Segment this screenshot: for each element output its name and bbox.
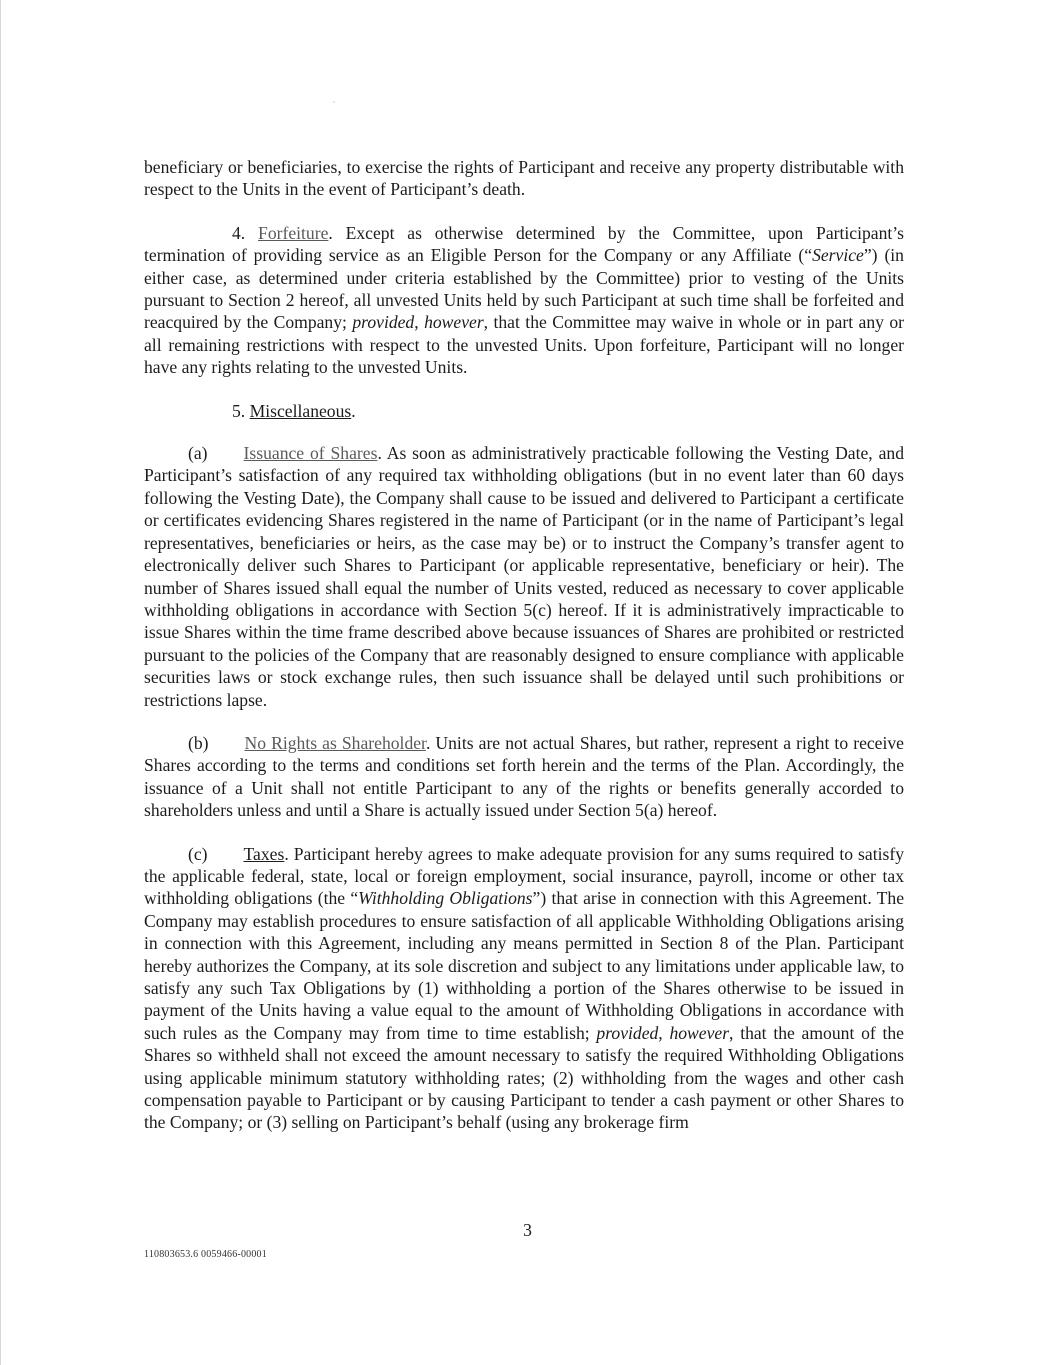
section-5-period: . xyxy=(351,400,356,421)
section-4-text-1: . Except as otherwise determined by the Committee, upon Participant’s termination of providing service as an Eligible Person for the Company or any Affiliate (“ xyxy=(144,222,904,266)
section-5-heading: Miscellaneous xyxy=(249,400,352,421)
subsection-c-proviso: provided, however xyxy=(596,1022,730,1043)
page-number: 3 xyxy=(523,1220,532,1240)
scan-speck xyxy=(333,101,335,103)
continuation-paragraph xyxy=(144,156,904,201)
continuation-text: beneficiary or beneficiaries, to exercise the rights of Participant and receive any property distributable with respect to the Units in the event of Participant’s death. xyxy=(144,157,904,200)
subsection-b-no-rights xyxy=(144,732,904,822)
subsection-a-label: (a) xyxy=(188,443,208,464)
subsection-b-text: . Units are not actual Shares, but rather, represent a right to receive Shares according to the terms and conditions set forth herein and the terms of the Plan. Accordingly, the issuance of a Unit shall not entitle Participant to any of the rights or benefits generally accorded to shareholders unless and until a Share is actually issued under Section 5(a) hereof. xyxy=(144,732,904,821)
subsection-c-taxes xyxy=(144,843,904,1134)
section-4-text-2: ”) (in either case, as determined under criteria established by the Committee) prior to vesting of the Units pursuant to Section 2 hereof, all unvested Units held by such Participant at such time shall be forfeited and reacquired by the Company; xyxy=(144,245,904,333)
document-id: 110803653.6 0059466-00001 xyxy=(144,1249,267,1260)
subsection-a-issuance xyxy=(144,442,904,711)
subsection-c-text-2: ”) that arise in connection with this Agreement. The Company may establish procedures to ensure satisfaction of all applicable Withholding Obligations arising in connection with this Agreement, including any means permitted in Section 8 of the Plan. Participant hereby authorizes the Company, at its sole discretion and subject to any limitations under applicable law, to satisfy any such Tax Obligations by (1) withholding a portion of the Shares otherwise to be issued in payment of the Units having a value equal to the amount of Withholding Obligations in accordance with such rules as the Company may from time to time establish; xyxy=(144,888,905,1043)
section-4-provided: provided xyxy=(352,312,415,333)
section-5-miscellaneous xyxy=(144,400,904,422)
section-4-defined-term: Service xyxy=(812,245,864,266)
subsection-c-label: (c) xyxy=(188,843,208,864)
section-4-number: 4. xyxy=(232,222,246,243)
document-body xyxy=(144,156,904,1155)
subsection-c-defined-term: Withholding Obligations xyxy=(358,888,533,909)
subsection-b-label: (b) xyxy=(188,732,209,753)
subsection-a-heading: Issuance of Shares xyxy=(243,443,378,464)
scan-edge xyxy=(0,0,1,1365)
subsection-b-heading: No Rights as Shareholder xyxy=(244,732,426,753)
section-5-number: 5. xyxy=(232,400,246,421)
section-4-however: however xyxy=(424,312,484,333)
subsection-c-text-3: , that the amount of the Shares so withheld shall not exceed the amount necessary to satisfy the required Withholding Obligations using applicable minimum statutory withholding rates; (2) withholding from the wages and other cash compensation payable to Participant or by causing Participant to tender a cash payment or other Shares to the Company; or (3) selling on Participant’s behalf (using any brokerage firm xyxy=(144,1022,904,1133)
section-4-comma: , xyxy=(414,312,425,333)
subsection-c-heading: Taxes xyxy=(243,843,285,864)
subsection-a-text: . As soon as administratively practicable following the Vesting Date, and Participant’s satisfaction of any required tax withholding obligations (but in no event later than 60 days following the Vesting Date), the Company shall cause to be issued and delivered to Participant a certificate or certificates evidencing Shares registered in the name of Participant (or in the name of Participant’s legal representatives, beneficiaries or heirs, as the case may be) or to instruct the Company’s transfer agent to electronically deliver such Shares to Participant (or applicable representative, beneficiary or heir). The number of Shares issued shall equal the number of Units vested, reduced as necessary to cover applicable withholding obligations in accordance with Section 5(c) hereof. If it is administratively impracticable to issue Shares within the time frame described above because issuances of Shares are prohibited or restricted pursuant to the policies of the Company that are reasonably designed to ensure compliance with applicable securities laws or stock exchange rules, then such issuance shall be delayed until such prohibitions or restrictions lapse. xyxy=(144,443,904,710)
section-4-text-3: , that the Committee may waive in whole or in part any or all remaining restrictions with respect to the unvested Units. Upon forfeiture, Participant will no longer have any rights relating to the unvested Units. xyxy=(144,312,904,378)
section-4-forfeiture xyxy=(144,222,904,379)
section-4-heading: Forfeiture xyxy=(258,222,329,243)
subsection-c-text-1: . Participant hereby agrees to make adequate provision for any sums required to satisfy the applicable federal, state, local or foreign employment, social insurance, payroll, income or other tax withholding obligations (the “ xyxy=(144,843,904,909)
